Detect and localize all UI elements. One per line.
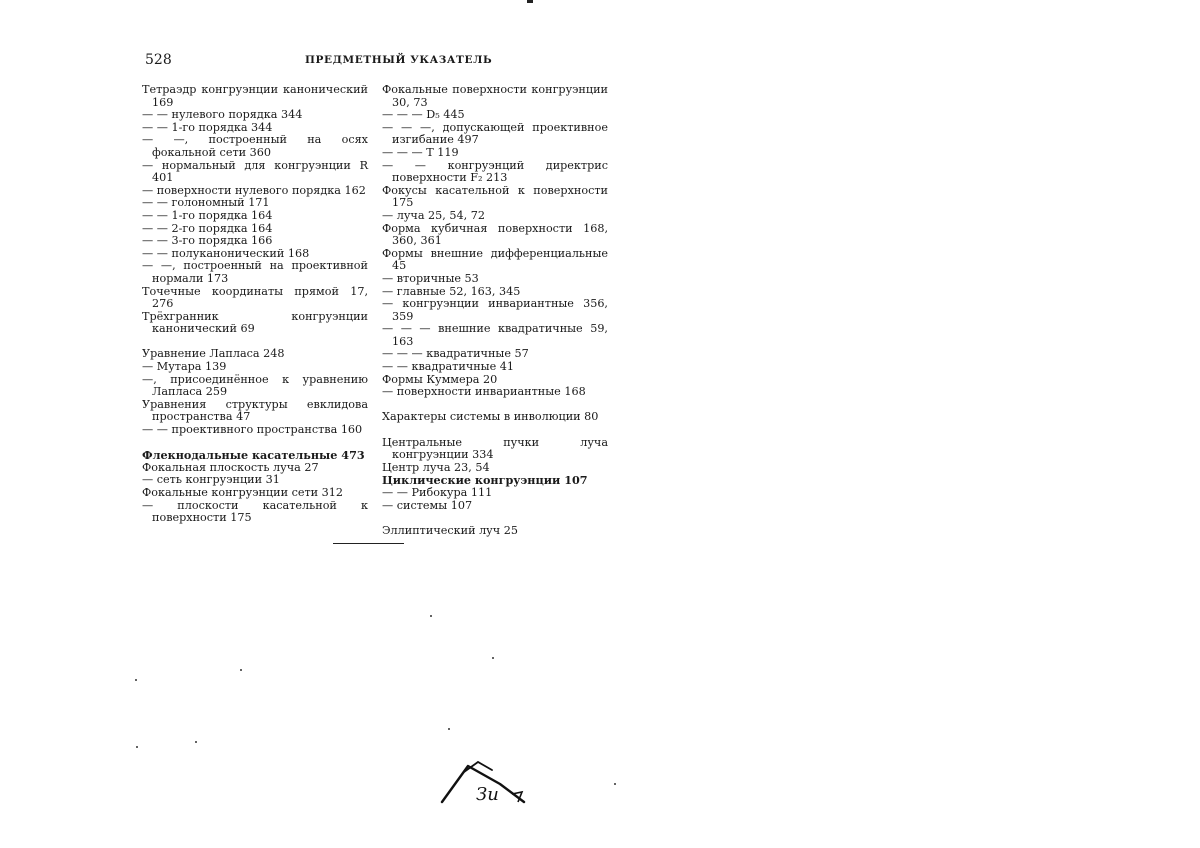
index-entry: Фокальная плоскость луча 27 (142, 460, 319, 474)
index-entry: Формы Куммера 20 (382, 372, 498, 386)
index-entry: — —, построенный на осях фокальной сети 360 (142, 133, 368, 159)
index-entry: — — 1-го порядка 344 (142, 120, 273, 134)
index-entry: Уравнения структуры евклидова пространства 47 (142, 397, 368, 424)
library-stamp-mark (438, 758, 530, 808)
index-entry: Тетраэдр конгруэнции канонический 169 (142, 83, 368, 109)
index-entry: — — конгруэнций директрис поверхности F₂ 213 (382, 158, 608, 185)
index-entry: Фокальные конгруэнции сети 312 (142, 486, 344, 499)
scan-speck (136, 746, 138, 748)
index-entry: — — Рибокура 111 (382, 486, 493, 499)
index-entry: Циклические конгруэнции 107 (382, 473, 588, 488)
scan-speck (195, 741, 197, 743)
index-entry: — главные 52, 163, 345 (382, 284, 521, 298)
index-entry: Эллиптический луч 25 (382, 523, 518, 537)
page-header (145, 52, 615, 72)
index-entry: — — полуканонический 168 (142, 246, 310, 260)
index-entry: Фокальные поверхности конгруэнции 30, 73 (382, 83, 608, 109)
stamp-lettering: Зи (476, 784, 499, 805)
scan-speck (614, 783, 616, 785)
scan-mark (527, 0, 533, 3)
index-entry: — нормальный для конгруэнции R 401 (142, 158, 368, 185)
index-entry: — — — квадратичные 57 (382, 347, 529, 361)
index-entry: — луча 25, 54, 72 (382, 208, 485, 222)
index-entry: — вторичные 53 (382, 271, 479, 285)
index-entry: — поверхности инвариантные 168 (382, 385, 586, 399)
index-entry: Фокусы касательной к поверхности 175 (382, 183, 608, 210)
scan-speck (448, 728, 450, 730)
index-entry: Точечные координаты прямой 17, 276 (142, 284, 368, 311)
index-column-left (142, 84, 368, 525)
scan-speck (492, 657, 494, 659)
scan-speck (135, 679, 137, 681)
index-entry: —, присоединённое к уравнению Лапласа 259 (142, 372, 368, 399)
index-entry: — — — внешние квадратичные 59, 163 (382, 322, 608, 348)
index-entry: — — 2-го порядка 164 (142, 221, 273, 235)
index-entry: — поверхности нулевого порядка 162 (142, 183, 366, 197)
index-entry: Форма кубичная поверхности 168, 360, 361 (382, 221, 608, 248)
index-entry: Центр луча 23, 54 (382, 460, 490, 474)
index-entry: Характеры системы в инволюции 80 (382, 410, 599, 424)
index-entry: Уравнение Лапласа 248 (142, 347, 285, 361)
scan-speck (430, 615, 432, 617)
index-entry: — — голономный 171 (142, 196, 270, 210)
index-column-right (382, 84, 608, 537)
index-entry: — — проективного пространства 160 (142, 423, 363, 437)
index-entry: — — 3-го порядка 166 (142, 234, 273, 248)
index-entry: — системы 107 (382, 498, 473, 512)
index-entry: Трёхгранник конгруэнции канонический 69 (142, 309, 368, 336)
index-entry: — Мутара 139 (142, 360, 227, 374)
index-entry: — — квадратичные 41 (382, 360, 514, 374)
index-entry: — плоскости касательной к поверхности 175 (142, 498, 368, 525)
index-entry: — —, построенный на проективной нормали 173 (142, 259, 368, 285)
end-rule (333, 543, 404, 544)
index-entry: Флекнодальные касательные 473 (142, 448, 365, 463)
index-entry: Центральные пучки луча конгруэнции 334 (382, 435, 608, 462)
page-number: 528 (145, 52, 172, 68)
running-title: ПРЕДМЕТНЫЙ УКАЗАТЕЛЬ (305, 54, 493, 66)
index-entry: — — нулевого порядка 344 (142, 108, 303, 122)
index-entry: Формы внешние дифференциальные 45 (382, 246, 608, 273)
index-entry: — — —, допускающей проективное изгибание 497 (382, 120, 608, 147)
scan-speck (240, 669, 242, 671)
index-entry: — конгруэнции инвариантные 356, 359 (382, 297, 608, 323)
index-entry: — — 1-го порядка 164 (142, 208, 273, 222)
index-entry: — — — D₅ 445 (382, 108, 465, 122)
index-entry: — — — T 119 (382, 145, 459, 159)
index-entry: — сеть конгруэнции 31 (142, 473, 280, 487)
